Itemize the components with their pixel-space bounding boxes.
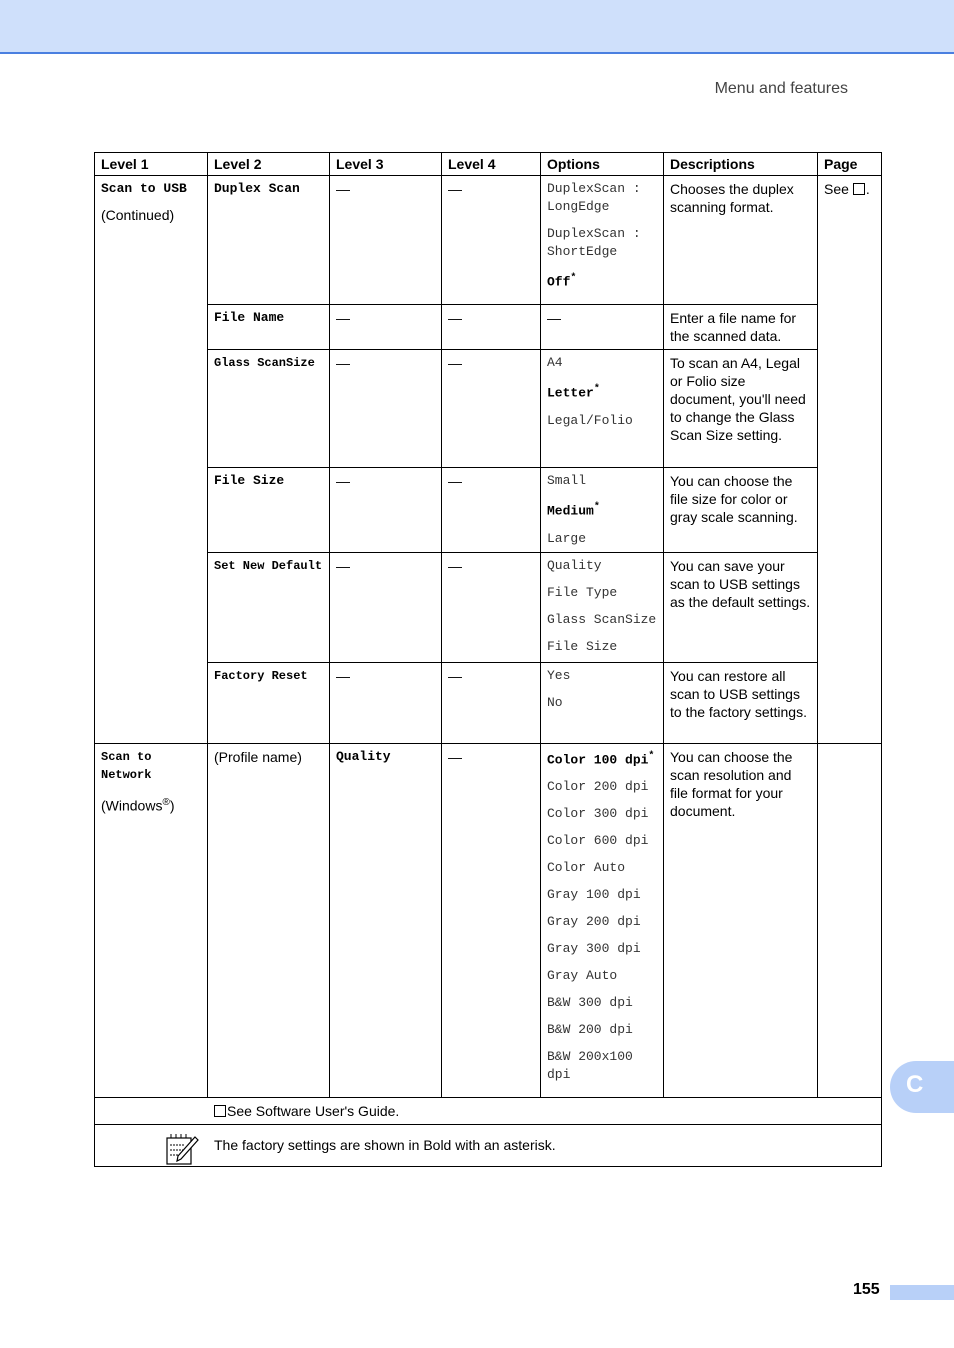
option: Off*: [547, 273, 577, 290]
option: B&W 300 dpi: [547, 994, 633, 1010]
option: Legal/Folio: [547, 412, 633, 428]
level4-cell: —: [442, 662, 541, 743]
option: Yes: [547, 667, 571, 683]
table-row: [95, 743, 882, 1097]
option: DuplexScan : LongEdge: [547, 181, 641, 214]
option: Color Auto: [547, 859, 626, 875]
page-cell: See .: [818, 176, 882, 744]
page-number-bar: [890, 1285, 954, 1300]
note-row: [95, 1124, 882, 1166]
level3-cell: —: [330, 305, 442, 350]
option: Color 600 dpi: [547, 832, 649, 848]
options-cell: —: [541, 305, 664, 350]
option: Color 300 dpi: [547, 805, 649, 821]
description-cell: Chooses the duplex scanning format.: [664, 176, 818, 305]
col-header-descriptions: Descriptions: [664, 153, 818, 176]
options-cell: [541, 468, 664, 552]
option: Gray 100 dpi: [547, 886, 641, 902]
option: Gray Auto: [547, 967, 618, 983]
section-title: Menu and features: [714, 80, 848, 97]
option: Letter*: [547, 384, 600, 401]
level3-label: Quality: [336, 748, 391, 764]
level4-cell: —: [442, 552, 541, 662]
level3-cell: —: [330, 176, 442, 305]
level2-label: (Profile name): [208, 743, 330, 1097]
level2-label: Set New Default: [214, 558, 323, 573]
level2-label: Duplex Scan: [214, 181, 300, 196]
table-row: [95, 350, 882, 468]
level2-label: Glass ScanSize: [214, 356, 315, 371]
chapter-tab: [890, 1061, 954, 1113]
level1-label: Scan to Network: [101, 749, 152, 782]
level4-cell: —: [442, 743, 541, 1097]
level4-cell: —: [442, 305, 541, 350]
note-text: The factory settings are shown in Bold with an asterisk.: [214, 1137, 556, 1154]
option: Color 200 dpi: [547, 778, 649, 794]
level3-cell: —: [330, 350, 442, 468]
option: No: [547, 694, 563, 710]
col-header-level4: Level 4: [442, 153, 541, 176]
options-cell: [541, 552, 664, 662]
reference-box-icon: [853, 183, 865, 195]
option: B&W 200x100 dpi: [547, 1048, 633, 1082]
level1-cell: [95, 743, 208, 1097]
header-row: [95, 153, 882, 176]
level1-sublabel: (Continued): [101, 207, 175, 223]
option: File Size: [547, 638, 618, 654]
level3-cell: —: [330, 468, 442, 552]
description-cell: You can choose the scan resolution and file format for your document.: [664, 743, 818, 1097]
footnote-row: [95, 1097, 882, 1124]
col-header-level2: Level 2: [208, 153, 330, 176]
note-pencil-icon: [165, 1133, 199, 1165]
description-cell: You can choose the file size for color or gray scale scanning.: [664, 468, 818, 552]
option: Glass ScanSize: [547, 611, 657, 627]
description-cell: Enter a file name for the scanned data.: [664, 305, 818, 350]
table-row: [95, 662, 882, 743]
table-row: [95, 176, 882, 305]
option: DuplexScan : ShortEdge: [547, 226, 641, 259]
option: Gray 300 dpi: [547, 940, 641, 956]
level2-label: File Size: [214, 473, 285, 489]
level4-cell: —: [442, 468, 541, 552]
level2-label: Factory Reset: [214, 668, 308, 683]
col-header-options: Options: [541, 153, 664, 176]
table-row: [95, 468, 882, 552]
option: Medium*: [547, 502, 600, 519]
chapter-tab-label: C: [906, 1071, 924, 1098]
level1-label: Scan to USB: [101, 181, 187, 196]
menu-table: [94, 152, 882, 1167]
level3-cell: —: [330, 552, 442, 662]
level3-cell: —: [330, 662, 442, 743]
description-cell: You can restore all scan to USB settings to the factory settings.: [664, 662, 818, 743]
option: Gray 200 dpi: [547, 913, 641, 929]
col-header-level3: Level 3: [330, 153, 442, 176]
col-header-level1: Level 1: [95, 153, 208, 176]
table-row: [95, 305, 882, 350]
reference-box-icon: [214, 1105, 226, 1117]
option: Large: [547, 530, 587, 546]
options-cell: [541, 662, 664, 743]
level4-cell: —: [442, 350, 541, 468]
col-header-page: Page: [818, 153, 882, 176]
option: Quality: [547, 557, 602, 573]
level1-sublabel: (Windows®): [101, 796, 175, 814]
level2-label: File Name: [214, 310, 285, 326]
option: Color 100 dpi*: [547, 750, 655, 767]
options-cell: [541, 176, 664, 305]
page-number: 155: [853, 1281, 880, 1298]
level1-cell: [95, 176, 208, 744]
options-cell: [541, 743, 664, 1097]
table-row: [95, 552, 882, 662]
option: A4: [547, 355, 563, 371]
option: Small: [547, 473, 587, 489]
footnote-text: See Software User's Guide.: [227, 1102, 400, 1119]
level4-cell: —: [442, 176, 541, 305]
option: File Type: [547, 584, 618, 600]
page-ref: See: [824, 181, 849, 197]
options-cell: [541, 350, 664, 468]
description-cell: You can save your scan to USB settings as the default settings.: [664, 552, 818, 662]
page-cell: [818, 743, 882, 1097]
option: B&W 200 dpi: [547, 1021, 633, 1037]
top-header-band: [0, 0, 954, 54]
description-cell: To scan an A4, Legal or Folio size document, you'll need to change the Glass Scan Size setting.: [664, 350, 818, 468]
